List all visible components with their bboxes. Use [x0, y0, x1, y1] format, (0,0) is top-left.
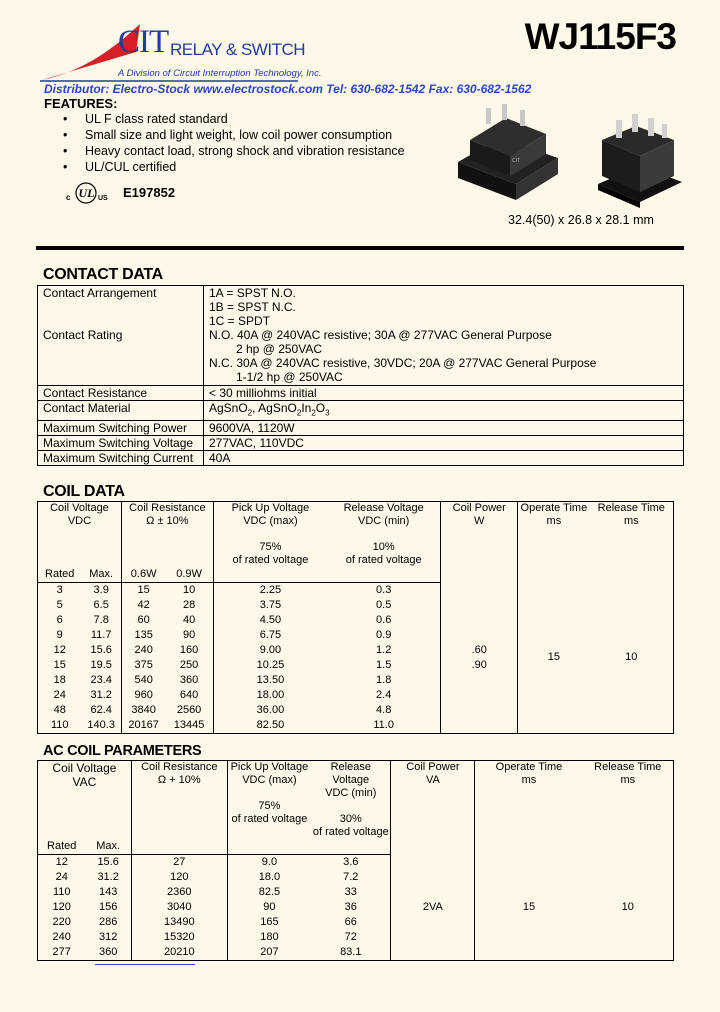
- ul-file-number: E197852: [123, 185, 176, 200]
- release-voltage: 0.9: [327, 628, 441, 643]
- ac-coil-resistance-header: Coil Resistance Ω + 10%: [131, 761, 227, 840]
- resistance-0-9w: 13445: [165, 718, 213, 734]
- sub-rated: Rated: [38, 567, 82, 583]
- arrangement-1c: 1C = SPDT: [209, 314, 271, 328]
- resistance-0-6w: 15: [137, 584, 150, 596]
- resistance-0-9w: 250: [165, 658, 213, 673]
- ac-release-voltage: 66: [311, 915, 391, 930]
- ac-operate-time-header: Operate Time ms: [495, 761, 563, 786]
- ac-pickup-voltage: 18.0: [258, 871, 281, 883]
- release-voltage-header: Release Voltage VDC (min) 10% of rated voltage: [327, 502, 441, 568]
- logo-division: A Division of Circuit Interruption Technology, Inc.: [118, 68, 322, 79]
- svg-text:c: c: [66, 193, 71, 202]
- pickup-voltage: 18.00: [256, 689, 285, 701]
- pickup-voltage-header: Pick Up Voltage VDC (max) 75% of rated voltage: [231, 502, 310, 566]
- ac-max-voltage: 286: [85, 915, 131, 930]
- ac-max-voltage: 143: [85, 885, 131, 900]
- rating-nc: N.C. 30A @ 240VAC resistive, 30VDC; 20A @ 277VAC General Purpose: [209, 356, 597, 370]
- feature-item: • Small size and light weight, low coil power consumption: [63, 127, 405, 143]
- ac-coil-power-value: 2VA: [391, 855, 475, 961]
- release-voltage: 11.0: [327, 718, 441, 734]
- arrangement-1a: 1A = SPST N.O.: [209, 286, 296, 300]
- ac-resistance: 120: [131, 870, 227, 885]
- max-voltage: 11.7: [81, 628, 121, 643]
- max-voltage: 3.9: [81, 583, 121, 599]
- ac-rated-voltage: 277: [52, 946, 71, 958]
- release-voltage: 2.4: [327, 688, 441, 703]
- resistance-0-6w: 375: [134, 659, 153, 671]
- resistance-0-6w: 3840: [131, 704, 156, 716]
- contact-data-table: [37, 285, 684, 466]
- pickup-voltage: 9.00: [259, 644, 282, 656]
- release-voltage: 1.2: [327, 643, 441, 658]
- operate-time-header: Operate Time ms: [520, 502, 588, 527]
- ac-coil-title: AC COIL PARAMETERS: [43, 743, 202, 759]
- pickup-voltage: 3.75: [259, 599, 282, 611]
- rating-no-hp: 2 hp @ 250VAC: [236, 342, 323, 356]
- resistance-0-9w: 360: [165, 673, 213, 688]
- svg-text:US: US: [98, 195, 108, 202]
- ac-coil-row: [38, 855, 674, 871]
- resistance-0-6w: 240: [134, 644, 153, 656]
- ac-max-voltage: 31.2: [85, 870, 131, 885]
- pickup-voltage: 10.25: [256, 659, 285, 671]
- ac-max-voltage: 360: [85, 945, 131, 961]
- features-title: FEATURES:: [44, 96, 118, 111]
- release-voltage: 1.8: [327, 673, 441, 688]
- ac-pickup-voltage: 207: [260, 946, 279, 958]
- rated-voltage: 18: [53, 674, 66, 686]
- coil-power-value: .60 .90: [441, 583, 518, 734]
- ac-release-voltage: 33: [311, 885, 391, 900]
- ac-pickup-voltage-header: Pick Up Voltage VDC (max) 75% of rated voltage: [230, 761, 309, 825]
- coil-power-header: Coil Power W: [441, 502, 518, 583]
- coil-voltage-header: Coil Voltage VDC: [38, 502, 122, 568]
- contact-material-value: AgSnO$_2$, $AgSnO_2In_2O_3$: [204, 401, 684, 421]
- coil-row: [38, 583, 674, 599]
- ac-pickup-voltage: 180: [260, 931, 279, 943]
- ac-resistance: 3040: [131, 900, 227, 915]
- release-voltage: 4.8: [327, 703, 441, 718]
- ac-release-voltage: 3.6: [311, 855, 391, 871]
- max-voltage: 62.4: [81, 703, 121, 718]
- max-voltage: 140.3: [81, 718, 121, 734]
- rated-voltage: 24: [53, 689, 66, 701]
- resistance-0-6w: 42: [137, 599, 150, 611]
- sub-max: Max.: [81, 567, 121, 583]
- ac-rated-voltage: 240: [52, 931, 71, 943]
- ac-resistance: 2360: [131, 885, 227, 900]
- ac-sub-rated: Rated: [38, 839, 86, 855]
- resistance-0-9w: 28: [165, 598, 213, 613]
- ac-sub-max: Max.: [85, 839, 131, 855]
- coil-data-table: [37, 501, 674, 734]
- ac-release-voltage: 72: [311, 930, 391, 945]
- ac-release-voltage-header: Release Voltage VDC (min) 30% of rated voltage: [311, 761, 391, 840]
- resistance-0-6w: 135: [134, 629, 153, 641]
- feature-item: • UL/CUL certified: [63, 159, 405, 175]
- contact-rating-label: Contact Rating: [38, 328, 204, 386]
- resistance-0-9w: 10: [165, 583, 213, 599]
- ul-certification-icon: [66, 182, 110, 204]
- resistance-0-9w: 160: [165, 643, 213, 658]
- ac-rated-voltage: 220: [52, 916, 71, 928]
- max-voltage: 7.8: [81, 613, 121, 628]
- pickup-voltage: 6.75: [259, 629, 282, 641]
- ac-pickup-voltage: 90: [263, 901, 276, 913]
- relay-product-image: [450, 100, 690, 212]
- contact-resistance-value: < 30 milliohms initial: [204, 386, 684, 401]
- divider: [36, 246, 684, 250]
- release-voltage: 0.6: [327, 613, 441, 628]
- ac-rated-voltage: 24: [55, 871, 68, 883]
- rated-voltage: 48: [53, 704, 66, 716]
- resistance-0-6w: 960: [134, 689, 153, 701]
- contact-resistance-label: Contact Resistance: [38, 386, 204, 401]
- coil-data-title: COIL DATA: [43, 483, 125, 500]
- feature-item: • Heavy contact load, strong shock and vibration resistance: [63, 143, 405, 159]
- max-switching-power-value: 9600VA, 1120W: [204, 421, 684, 436]
- rating-no: N.O. 40A @ 240VAC resistive; 30A @ 277VAC General Purpose: [209, 328, 552, 342]
- max-switching-current-value: 40A: [204, 451, 684, 466]
- rated-voltage: 15: [53, 659, 66, 671]
- pickup-voltage: 36.00: [256, 704, 285, 716]
- ac-max-voltage: 312: [85, 930, 131, 945]
- ac-rated-voltage: 12: [55, 856, 68, 868]
- ac-coil-voltage-header: Coil Voltage VAC: [38, 761, 132, 840]
- operate-time-value: 15: [547, 651, 560, 664]
- ac-release-time-value: 10: [621, 900, 634, 913]
- max-voltage: 6.5: [81, 598, 121, 613]
- release-voltage: 0.5: [327, 598, 441, 613]
- distributor-line[interactable]: Distributor: Electro-Stock www.electrostock.com Tel: 630-682-1542 Fax: 630-682-1562: [44, 82, 532, 96]
- ac-rated-voltage: 110: [52, 886, 71, 898]
- resistance-0-9w: 640: [165, 688, 213, 703]
- resistance-0-6w: 20167: [128, 719, 159, 731]
- logo-subtitle: RELAY & SWITCH: [170, 40, 306, 59]
- dimensions: 32.4(50) x 26.8 x 28.1 mm: [508, 213, 654, 227]
- ac-resistance: 20210: [131, 945, 227, 961]
- features-list: [63, 111, 405, 175]
- svg-text:CIT: CIT: [512, 158, 521, 164]
- footer-link-underline: [95, 964, 195, 965]
- rated-voltage: 110: [50, 719, 69, 731]
- ac-max-voltage: 15.6: [85, 855, 131, 871]
- max-switching-current-label: Maximum Switching Current: [38, 451, 204, 466]
- resistance-0-9w: 2560: [165, 703, 213, 718]
- contact-material-label: Contact Material: [38, 401, 204, 421]
- ac-coil-table: [37, 760, 674, 961]
- max-voltage: 15.6: [81, 643, 121, 658]
- rated-voltage: 12: [53, 644, 66, 656]
- release-time-value: 10: [625, 651, 638, 664]
- rated-voltage: 9: [56, 629, 63, 641]
- ac-release-voltage: 36: [311, 900, 391, 915]
- sub-0-9w: 0.9W: [165, 567, 213, 583]
- rating-nc-hp: 1-1/2 hp @ 250VAC: [236, 370, 343, 384]
- ac-release-voltage: 7.2: [311, 870, 391, 885]
- arrangement-1b: 1B = SPST N.C.: [209, 300, 296, 314]
- max-voltage: 19.5: [81, 658, 121, 673]
- max-switching-power-label: Maximum Switching Power: [38, 421, 204, 436]
- resistance-0-6w: 540: [134, 674, 153, 686]
- ac-resistance: 27: [131, 855, 227, 871]
- ac-pickup-voltage: 165: [260, 916, 279, 928]
- ac-max-voltage: 156: [85, 900, 131, 915]
- coil-resistance-header: Coil Resistance Ω ± 10%: [121, 502, 213, 568]
- ac-pickup-voltage: 82.5: [258, 886, 281, 898]
- ac-operate-time-value: 15: [522, 900, 536, 913]
- ac-release-time-header: Release Time ms: [594, 761, 662, 786]
- release-voltage: 0.3: [327, 583, 441, 599]
- contact-data-title: CONTACT DATA: [43, 266, 163, 283]
- contact-arrangement-label: Contact Arrangement: [38, 286, 204, 329]
- ac-resistance: 15320: [131, 930, 227, 945]
- pickup-voltage: 4.50: [259, 614, 282, 626]
- pickup-voltage: 82.50: [256, 719, 285, 731]
- rated-voltage: 6: [56, 614, 63, 626]
- ac-resistance: 13490: [131, 915, 227, 930]
- max-voltage: 31.2: [81, 688, 121, 703]
- release-voltage: 1.5: [327, 658, 441, 673]
- release-time-header: Release Time ms: [597, 502, 665, 527]
- sub-0-6w: 0.6W: [121, 567, 165, 583]
- ac-coil-power-header: Coil Power VA: [391, 761, 475, 855]
- resistance-0-9w: 90: [165, 628, 213, 643]
- logo-brand: CIT: [118, 24, 169, 60]
- max-voltage: 23.4: [81, 673, 121, 688]
- feature-item: • UL F class rated standard: [63, 111, 405, 127]
- rated-voltage: 5: [56, 599, 63, 611]
- resistance-0-6w: 60: [137, 614, 150, 626]
- pickup-voltage: 2.25: [259, 584, 282, 596]
- max-switching-voltage-value: 277VAC, 110VDC: [204, 436, 684, 451]
- max-switching-voltage-label: Maximum Switching Voltage: [38, 436, 204, 451]
- ac-rated-voltage: 120: [52, 901, 71, 913]
- rated-voltage: 3: [56, 584, 63, 596]
- ac-pickup-voltage: 9.0: [261, 856, 278, 868]
- svg-text:UL: UL: [78, 186, 95, 200]
- resistance-0-9w: 40: [165, 613, 213, 628]
- ac-release-voltage: 83.1: [311, 945, 391, 961]
- pickup-voltage: 13.50: [256, 674, 285, 686]
- part-number: WJ115F3: [524, 16, 676, 57]
